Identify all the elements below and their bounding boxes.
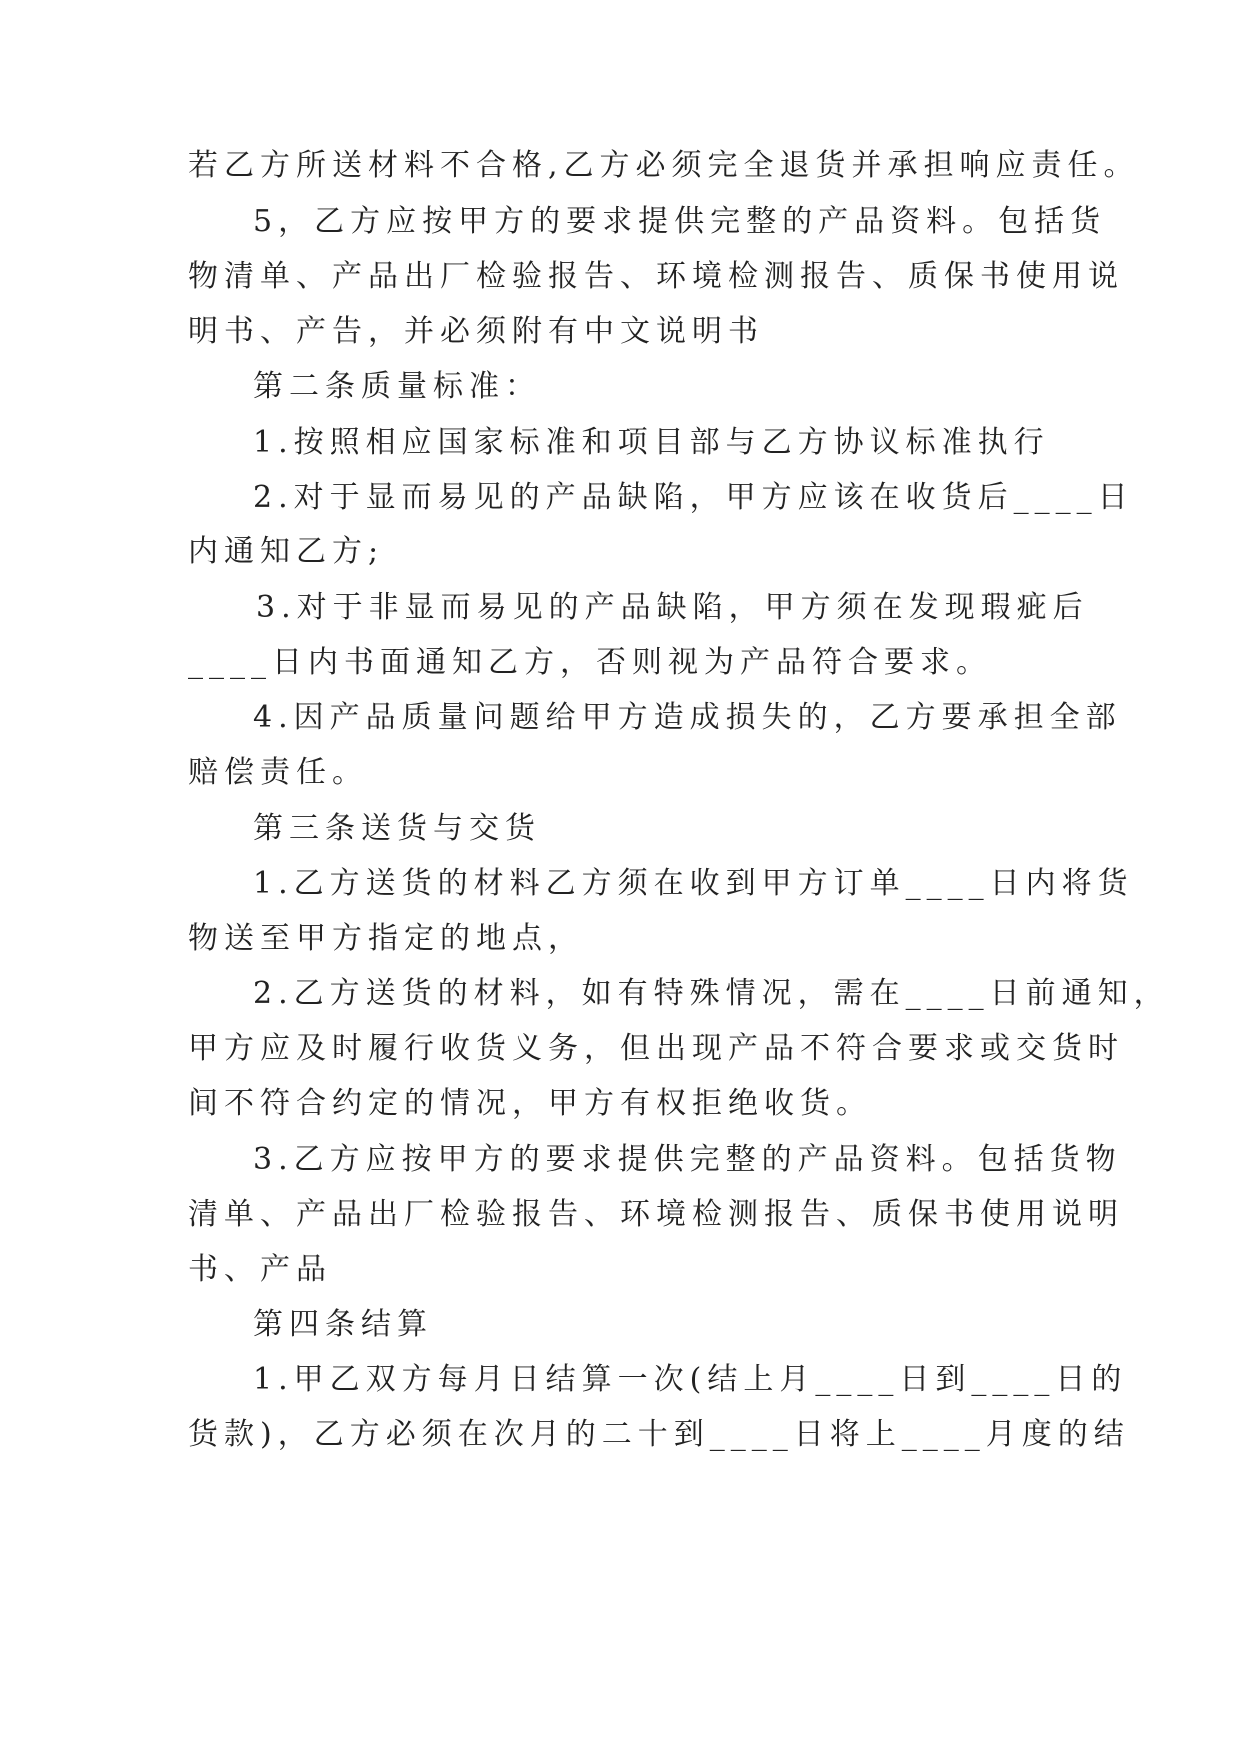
text-line: 物送至甲方指定的地点， — [188, 921, 584, 956]
text-line: 1.甲乙双方每月日结算一次(结上月____日到____日的 — [253, 1362, 1128, 1397]
section-heading: 第三条送货与交货 — [253, 811, 541, 846]
text-line: 3.对于非显而易见的产品缺陷，甲方须在发现瑕疵后 — [256, 590, 1089, 625]
text-line: 若乙方所送材料不合格,乙方必须完全退货并承担响应责任。 — [188, 148, 1140, 183]
text-line: ____日内书面通知乙方，否则视为产品符合要求。 — [188, 645, 992, 680]
section-heading: 第四条结算 — [253, 1307, 433, 1342]
text-line: 2.乙方送货的材料，如有特殊情况，需在____日前通知， — [253, 976, 1170, 1011]
text-line: 赔偿责任。 — [188, 755, 368, 790]
text-line: 5，乙方应按甲方的要求提供完整的产品资料。包括货 — [253, 204, 1107, 239]
text-line: 1.按照相应国家标准和项目部与乙方协议标准执行 — [253, 425, 1050, 460]
text-line: 清单、产品出厂检验报告、环境检测报告、质保书使用说明 — [188, 1197, 1124, 1232]
text-line: 书、产品 — [188, 1252, 332, 1287]
text-line: 物清单、产品出厂检验报告、环境检测报告、质保书使用说 — [188, 259, 1124, 294]
text-line: 3.乙方应按甲方的要求提供完整的产品资料。包括货物 — [253, 1142, 1122, 1177]
section-heading: 第二条质量标准： — [253, 369, 541, 404]
text-line: 2.对于显而易见的产品缺陷，甲方应该在收货后____日 — [253, 480, 1134, 515]
text-line: 明书、产告，并必须附有中文说明书 — [188, 314, 764, 349]
text-line: 货款)，乙方必须在次月的二十到____日将上____月度的结 — [188, 1417, 1130, 1452]
text-line: 甲方应及时履行收货义务，但出现产品不符合要求或交货时 — [188, 1031, 1124, 1066]
text-line: 间不符合约定的情况，甲方有权拒绝收货。 — [188, 1086, 872, 1121]
text-line: 1.乙方送货的材料乙方须在收到甲方订单____日内将货 — [253, 866, 1134, 901]
text-line: 4.因产品质量问题给甲方造成损失的，乙方要承担全部 — [253, 700, 1122, 735]
text-line: 内通知乙方; — [188, 534, 385, 569]
